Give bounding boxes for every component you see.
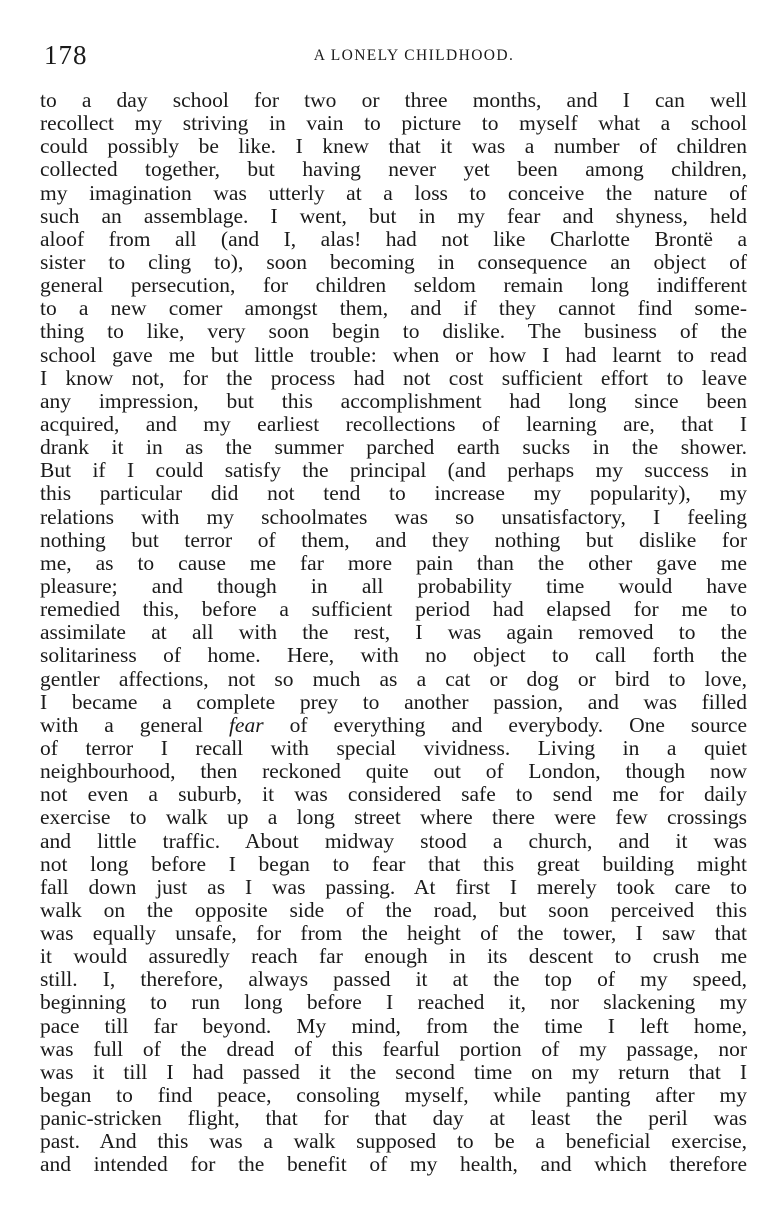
text-line: acquired, and my earliest recollections of learning are, that I [40,411,747,436]
text-line: was full of the dread of this fearful portion of my passage, nor [40,1036,747,1061]
text-line: to a day school for two or three months, and I can well [40,88,747,112]
text-line: thing to like, very soon begin to dislike. The business of the [40,319,747,344]
text-line: exercise to walk up a long street where there were few crossings [40,805,747,830]
text-line: panic-stricken flight, that for that day at least the peril was [40,1106,747,1131]
text-line: remedied this, before a sufficient period had elapsed for me to [40,597,747,622]
italic-line-before: with a general [40,712,229,737]
text-line: it would assuredly reach far enough in its descent to crush me [40,944,747,969]
text-line: gentler affections, not so much as a cat or dog or bird to love, [40,666,747,691]
text-line: not even a suburb, it was considered safe to send me for daily [40,782,747,807]
text-line: recollect my striving in vain to picture to myself what a school [40,111,747,136]
text-line: to a new comer amongst them, and if they cannot find some- [40,296,747,321]
text-line-italic [40,714,747,737]
text-line: relations with my schoolmates was so unsatisfactory, I feeling [40,504,747,529]
text-line: solitariness of home. Here, with no object to call forth the [40,643,747,668]
text-line: not long before I began to fear that this great building might [40,851,747,876]
text-line: and little traffic. About midway stood a church, and it was [40,828,747,853]
text-line: was equally unsafe, for from the height of the tower, I saw that [40,921,747,946]
text-line: such an assemblage. I went, but in my fear and shyness, held [40,203,747,228]
text-line: my imagination was utterly at a loss to conceive the nature of [40,180,747,205]
text-line: any impression, but this accomplishment had long since been [40,388,747,413]
page-number: 178 [44,40,88,70]
text-line: aloof from all (and I, alas! had not like Charlotte Brontë a [40,226,747,251]
italic-word: fear [228,712,264,737]
text-line: nothing but terror of them, and they nothing but dislike for [40,527,747,552]
text-line: began to find peace, consoling myself, while panting after my [40,1083,747,1108]
text-line: sister to cling to), soon becoming in consequence an object of [40,249,747,274]
text-line: could possibly be like. I knew that it was a number of children [40,134,747,159]
text-line: was it till I had passed it the second time on my return that I [40,1059,747,1084]
text-line: pleasure; and though in all probability time would have [40,573,747,598]
text-line: I know not, for the process had not cost sufficient effort to leave [40,365,747,390]
text-line: general persecution, for children seldom remain long indifferent [40,273,747,298]
text-line: school gave me but little trouble: when or how I had learnt to read [40,342,747,367]
text-line: assimilate at all with the rest, I was again removed to the [40,620,747,645]
text-line: neighbourhood, then reckoned quite out of London, though now [40,759,747,784]
text-line: this particular did not tend to increase my popularity), my [40,481,747,506]
text-line: still. I, therefore, always passed it at the top of my speed, [40,967,747,992]
text-line: beginning to run long before I reached it, nor slackening my [40,990,747,1015]
text-line: of terror I recall with special vividness. Living in a quiet [40,735,747,760]
text-line: collected together, but having never yet been among children, [40,157,747,182]
text-line: I became a complete prey to another passion, and was filled [40,689,747,714]
italic-line-after: of everything and everybody. One source [263,712,747,737]
page-header [44,38,744,72]
text-line: pace till far beyond. My mind, from the time I left home, [40,1013,747,1038]
text-line: fall down just as I was passing. At first I merely took care to [40,874,747,899]
text-line: drank it in as the summer parched earth sucks in the shower. [40,435,747,460]
text-line: past. And this was a walk supposed to be a beneficial exercise, [40,1129,747,1154]
text-line: me, as to cause me far more pain than the other gave me [40,550,747,575]
text-line: and intended for the benefit of my health, and which therefore [40,1152,747,1177]
running-title: A LONELY CHILDHOOD. [313,47,515,64]
text-line: walk on the opposite side of the road, but soon perceived this [40,897,747,922]
text-line: But if I could satisfy the principal (and perhaps my success in [40,458,747,483]
body-text [40,89,747,1177]
